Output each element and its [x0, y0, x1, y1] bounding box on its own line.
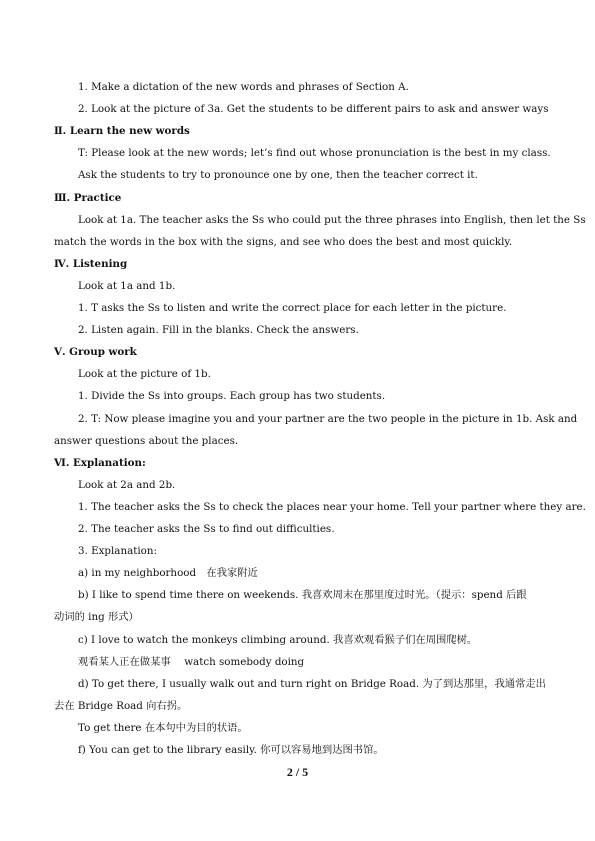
text-line: 动词的 ing 形式）: [54, 611, 139, 624]
text-line: f) You can get to the library easily. 你可以容易地到达图书馆。: [78, 744, 384, 756]
text-line: d) To get there, I usually walk out and turn right on Bridge Road. 为了到达那里，我通常走出: [78, 677, 546, 690]
text-line: 3. Explanation:: [78, 545, 157, 558]
text-line: 2. Look at the picture of 3a. Get the students to be different pairs to ask and answer ways: [78, 103, 549, 116]
section-heading: Ⅵ. Explanation:: [54, 456, 146, 469]
text-line: 2. The teacher asks the Ss to find out difficulties.: [78, 523, 335, 535]
text-line: 1. Make a dictation of the new words and phrases of Section A.: [78, 81, 409, 93]
text-line: match the words in the box with the signs, and see who does the best and most quickly.: [54, 235, 513, 248]
text-line: To get there 在本句中为目的状语。: [78, 721, 248, 734]
text-line: 2. T: Now please imagine you and your partner are the two people in the picture in 1b. Ask and: [78, 412, 578, 425]
section-heading: Ⅱ. Learn the new words: [54, 125, 190, 138]
text-line: b) I like to spend time there on weekends. 我喜欢周末在那里度过时光。（提示：spend 后跟: [78, 589, 527, 602]
text-line: 去在 Bridge Road 向右拐。: [54, 699, 188, 712]
text-line: T: Please look at the new words; let’s find out whose pronunciation is the best in my class.: [78, 147, 551, 160]
text-line: Look at 2a and 2b.: [78, 478, 176, 491]
page-number: 2 / 5: [286, 765, 309, 779]
text-line: 1. T asks the Ss to listen and write the correct place for each letter in the picture.: [78, 302, 507, 314]
text-line: 1. Divide the Ss into groups. Each group has two students.: [78, 390, 386, 403]
text-line: Look at 1a. The teacher asks the Ss who could put the three phrases into English, then let the Ss: [78, 213, 586, 226]
text-line: Ask the students to try to pronounce one by one, then the teacher correct it.: [78, 169, 478, 182]
section-heading: Ⅲ. Practice: [54, 191, 122, 204]
section-heading: Ⅳ. Listening: [54, 257, 128, 270]
section-heading: Ⅴ. Group work: [54, 346, 137, 359]
text-line: 1. The teacher asks the Ss to check the places near your home. Tell your partner where they are.: [78, 500, 586, 513]
text-line: Look at 1a and 1b.: [78, 279, 176, 292]
text-line: 观看某人正在做某事 watch somebody doing: [78, 655, 305, 668]
text-line: Look at the picture of 1b.: [78, 368, 211, 381]
text-line: c) I love to watch the monkeys climbing around. 我喜欢观看猴子们在周围爬树。: [78, 633, 478, 646]
text-line: answer questions about the places.: [54, 434, 239, 447]
text-line: a) in my neighborhood 在我家附近: [78, 567, 258, 580]
text-line: 2. Listen again. Fill in the blanks. Check the answers.: [78, 324, 359, 337]
